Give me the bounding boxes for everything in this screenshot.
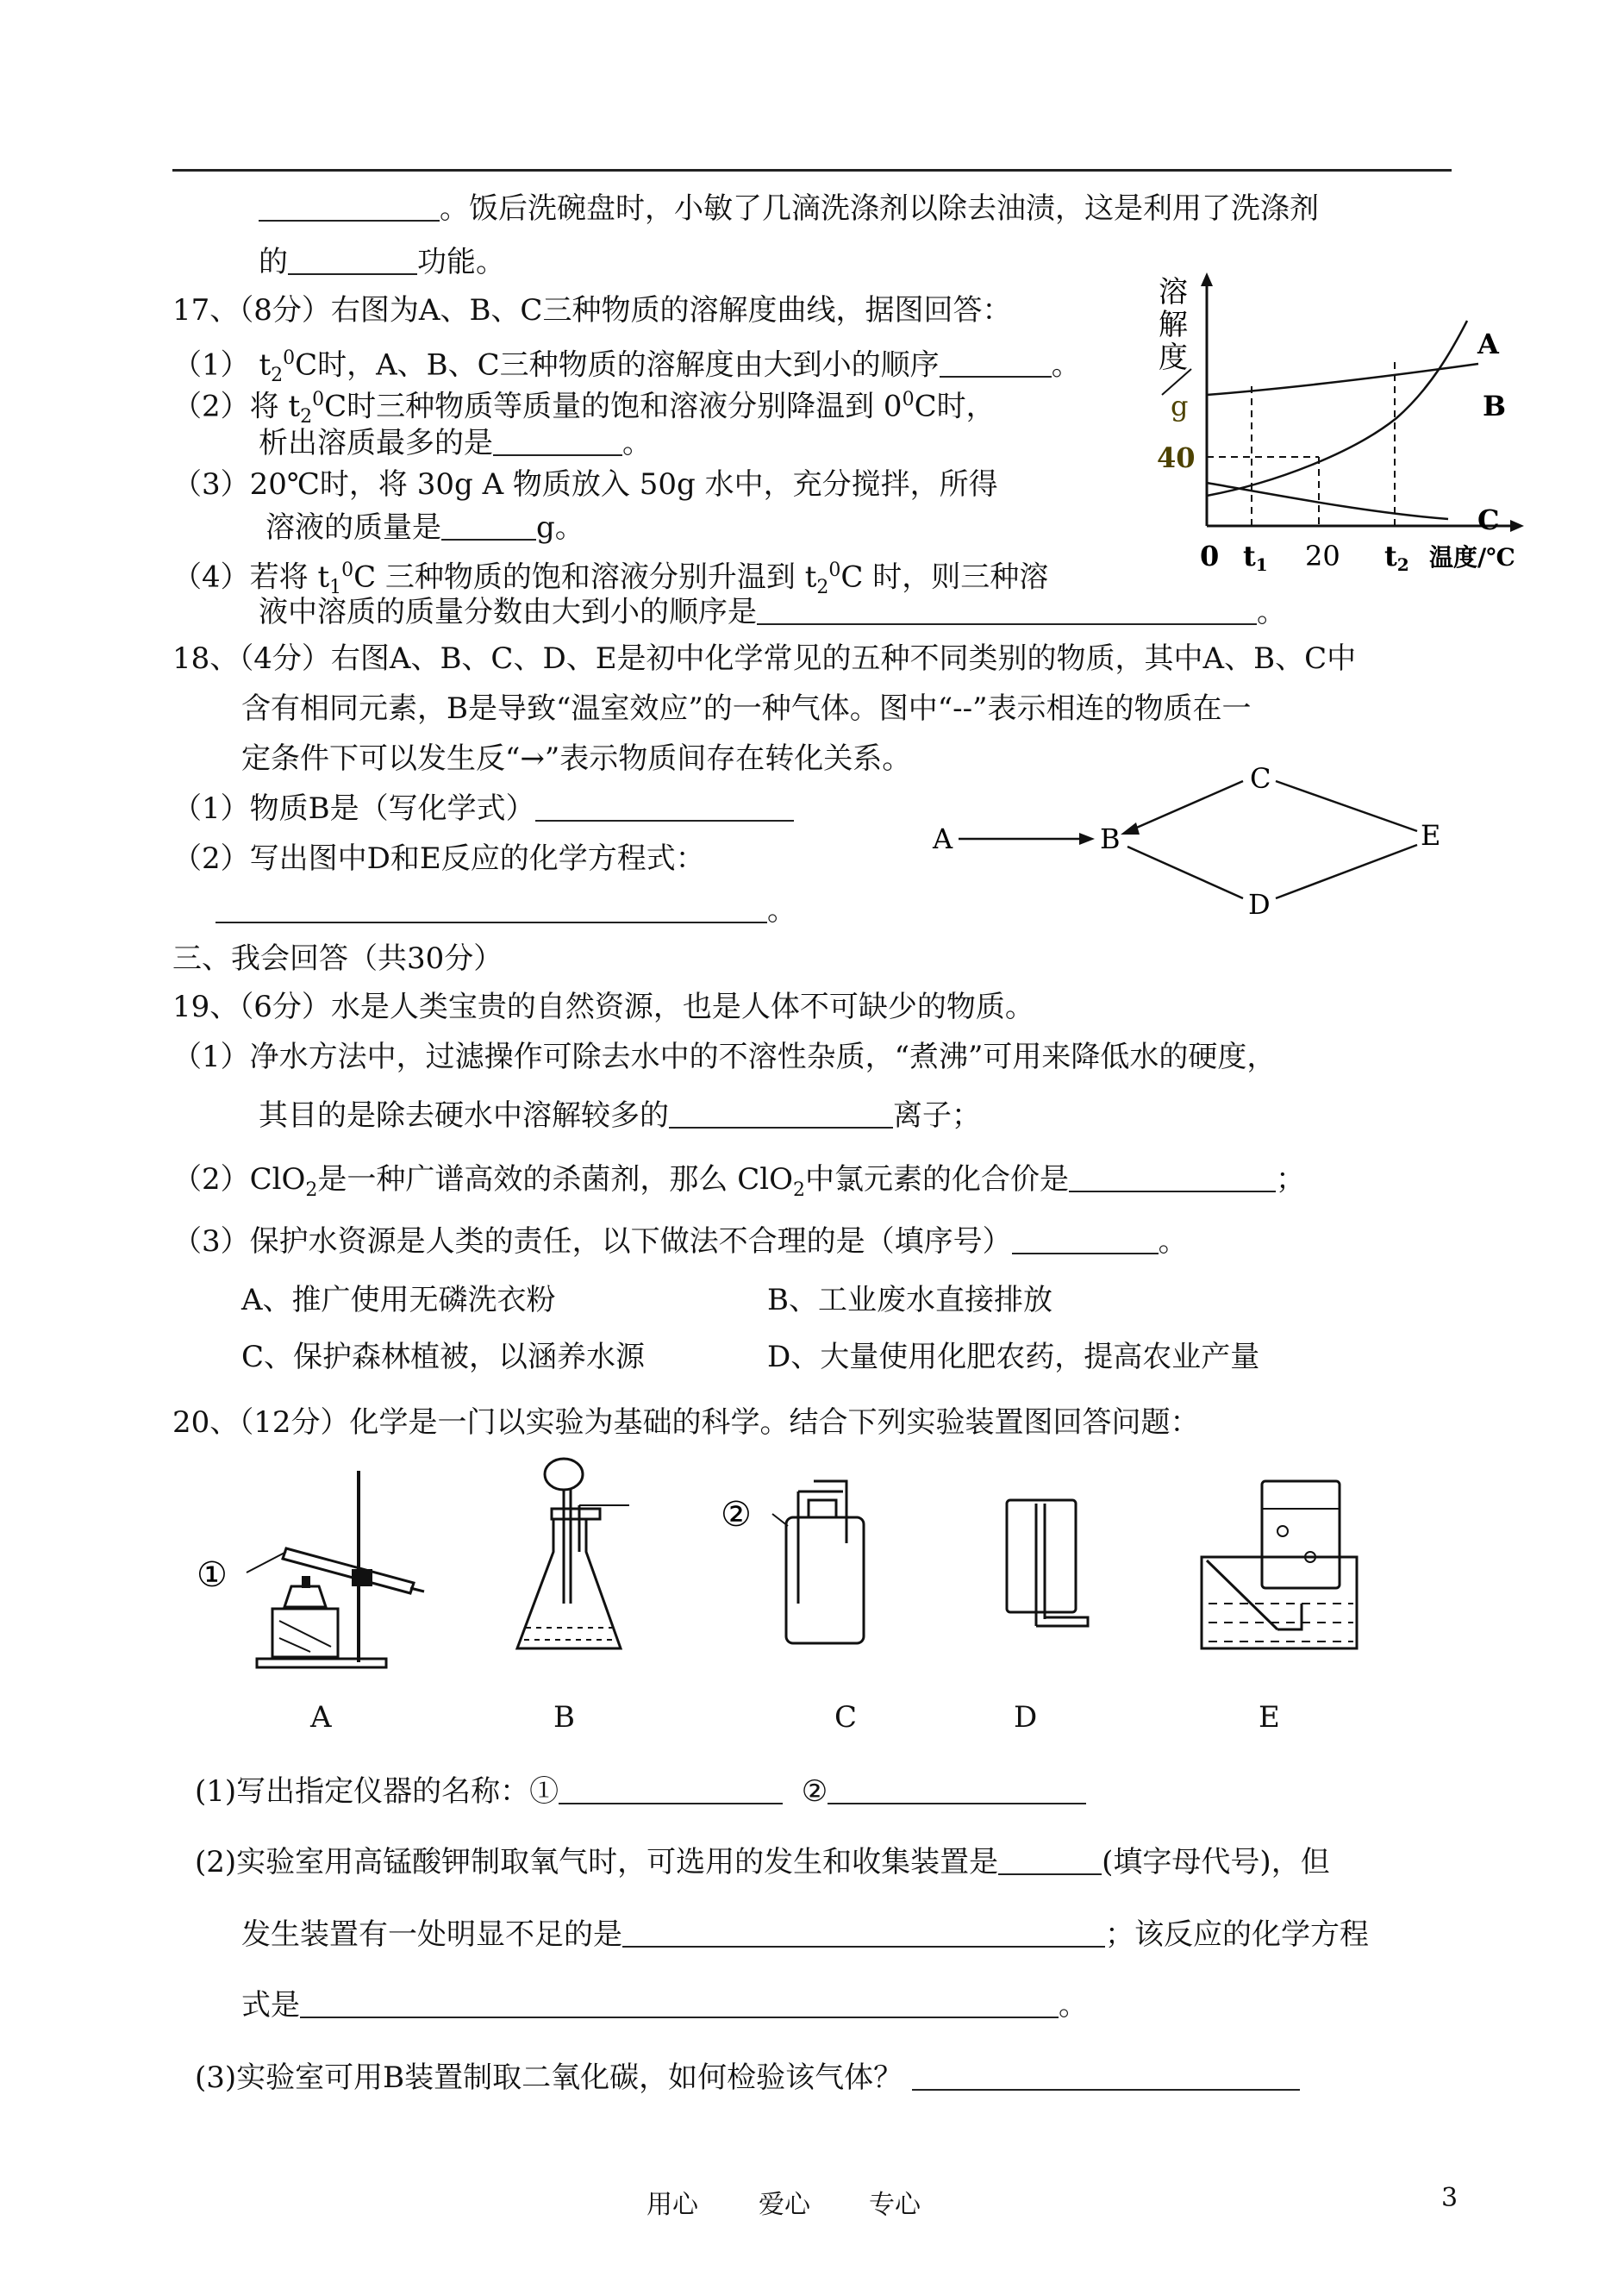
q17-sub2: （2）将 $t_2^0C$时三种物质等质量的饱和溶液分别降温到 $0^0C$时，	[172, 389, 996, 428]
link-C-E	[1276, 781, 1417, 831]
q18-line1: 18、（4分）右图A、B、C、D、E是初中化学常见的五种不同类别的物质，其中A、B、C中	[172, 641, 1357, 676]
q20-sub2: (2)实验室用高锰酸钾制取氧气时，可选用的发生和收集装置是 (填字母代号)，但	[195, 1845, 1330, 1879]
q17-sub3: （3）20℃时，将 30g A 物质放入 50g 水中，充分搅拌，所得	[172, 467, 998, 502]
ylabel-1: 溶	[1159, 275, 1188, 310]
node-A: A	[933, 822, 953, 855]
footer-motto-1: 用心	[646, 2190, 698, 2220]
curve-B	[1207, 364, 1478, 395]
q19-sub1b: 其目的是除去硬水中溶解较多的 离子；	[259, 1098, 981, 1133]
xtick-0: 0	[1200, 540, 1220, 572]
q17-sub3b: 溶液的质量是 g。	[265, 510, 584, 545]
apparatus-label-D: D	[1014, 1700, 1038, 1735]
node-E: E	[1421, 819, 1441, 852]
q19-option-A: A、推广使用无磷洗衣粉	[241, 1283, 556, 1317]
q18-line2: 含有相同元素，B是导致“温室效应”的一种气体。图中“--”表示相连的物质在一	[241, 691, 1252, 726]
answer-blank[interactable]	[215, 894, 767, 923]
answer-blank[interactable]	[998, 1846, 1102, 1875]
q20-sub3: (3)实验室可用B装置制取二氧化碳，如何检验该气体？	[195, 2059, 1300, 2097]
q19-option-B: B、工业废水直接排放	[767, 1283, 1052, 1317]
curve-C	[1207, 483, 1448, 519]
answer-blank[interactable]	[940, 348, 1052, 378]
footer-motto-3: 专心	[869, 2190, 921, 2220]
series-label-C: C	[1477, 503, 1500, 536]
xtick-t2: t2	[1384, 540, 1409, 575]
q18-sub1: （1）物质B是（写化学式）	[172, 790, 794, 828]
series-label-A: A	[1477, 328, 1499, 360]
xlabel: 温度/℃	[1429, 543, 1515, 572]
q19-option-C: C、保护森林植被，以涵养水源	[241, 1340, 646, 1374]
answer-blank[interactable]	[300, 1989, 1059, 2018]
apparatus-label-C: C	[834, 1700, 858, 1735]
answer-blank[interactable]	[622, 1918, 1105, 1948]
q19-option-D: D、大量使用化肥农药，提高农业产量	[767, 1340, 1260, 1374]
answer-blank[interactable]	[535, 792, 794, 822]
link-D-E	[1276, 845, 1417, 898]
q20-sub1: (1)写出指定仪器的名称：① ②	[195, 1773, 1086, 1810]
q17-sub4: （4）若将 $t_1^0C$ 三种物质的饱和溶液分别升温到 $t_2^0C$ 时，则三种溶	[172, 560, 1049, 599]
apparatus-B	[500, 1448, 655, 1673]
section-3-title: 三、我会回答（共30分）	[172, 941, 503, 976]
q18-line3: 定条件下可以发生反“→”表示物质间存在转化关系。	[241, 741, 912, 776]
answer-blank[interactable]	[669, 1099, 893, 1129]
q19-line1: 19、（6分）水是人类宝贵的自然资源，也是人体不可缺少的物质。	[172, 990, 1034, 1024]
answer-blank[interactable]	[441, 511, 536, 541]
answer-blank[interactable]	[757, 596, 1257, 625]
apparatus-label-A: A	[310, 1700, 332, 1735]
q20-line1: 20、（12分）化学是一门以实验为基础的科学。结合下列实验装置图回答问题：	[172, 1405, 1200, 1440]
footer-motto-2: 爱心	[759, 2190, 810, 2220]
ylabel-2: 解	[1159, 308, 1188, 342]
answer-blank[interactable]	[259, 192, 440, 222]
answer-blank[interactable]	[288, 246, 417, 275]
answer-blank[interactable]	[912, 2061, 1300, 2091]
q20-sub2b: 发生装置有一处明显不足的是 ；该反应的化学方程	[241, 1917, 1369, 1952]
ylabel-unit: g	[1171, 390, 1189, 422]
q17-sub2b: 析出溶质最多的是 。	[259, 426, 652, 460]
apparatus-A	[190, 1466, 448, 1673]
ylabel-3: 度	[1159, 341, 1188, 375]
answer-blank[interactable]	[559, 1775, 783, 1804]
answer-blank[interactable]	[1012, 1225, 1159, 1254]
xtick-t1: t1	[1243, 540, 1268, 575]
q19-sub1: （1）净水方法中，过滤操作可除去水中的不溶性杂质，“煮沸”可用来降低水的硬度，	[172, 1040, 1277, 1074]
header-rule	[172, 169, 1452, 172]
apparatus-C	[715, 1474, 888, 1673]
y-axis-arrow	[1201, 272, 1213, 286]
q17-title: 17、（8分）右图为A、B、C三种物质的溶解度曲线，据图回答：	[172, 293, 1012, 328]
answer-blank[interactable]	[493, 427, 622, 456]
q18-sub2: （2）写出图中D和E反应的化学方程式：	[172, 841, 705, 876]
q16-line2: 的 功能。	[259, 245, 505, 279]
q18-sub2-answer: 。	[215, 891, 796, 929]
q17-sub4b: 液中溶质的质量分数由大到小的顺序是 。	[259, 595, 1286, 629]
apparatus-label-B: B	[553, 1700, 575, 1735]
node-B: B	[1100, 822, 1121, 855]
link-B-D	[1127, 847, 1243, 898]
q16-line1: 。饭后洗碗盘时，小敏了几滴洗涤剂以除去油渍，这是利用了洗涤剂	[259, 190, 1319, 228]
q19-sub3: （3）保护水资源是人类的责任，以下做法不合理的是（填序号） 。	[172, 1224, 1188, 1259]
curve-A	[1207, 321, 1467, 496]
node-D: D	[1248, 888, 1271, 921]
answer-blank[interactable]	[828, 1775, 1086, 1804]
marker-1: ①	[197, 1555, 228, 1595]
node-C: C	[1250, 762, 1271, 795]
apparatus-label-E: E	[1259, 1700, 1280, 1735]
apparatus-E	[1190, 1474, 1371, 1673]
apparatus-D	[991, 1491, 1103, 1647]
ytick-40: 40	[1157, 441, 1196, 474]
series-label-B: B	[1483, 390, 1507, 422]
solubility-chart	[1155, 267, 1534, 595]
q20-sub2c: 式是 。	[241, 1988, 1088, 2023]
arrow-C-B	[1133, 781, 1243, 829]
marker-2: ②	[721, 1495, 752, 1535]
relation-diagram	[931, 759, 1465, 922]
answer-blank[interactable]	[1069, 1163, 1276, 1192]
page-number: 3	[1441, 2183, 1458, 2213]
q17-sub1: （1） $t_2^0C$时，A、B、C三种物质的溶解度由大到小的顺序 。	[172, 347, 1081, 387]
q19-sub2: （2）ClO$_2$是一种广谱高效的杀菌剂，那么 ClO$_2$中氯元素的化合价是 ；	[172, 1162, 1305, 1201]
x-axis-arrow	[1510, 520, 1524, 532]
xtick-20: 20	[1305, 540, 1340, 572]
